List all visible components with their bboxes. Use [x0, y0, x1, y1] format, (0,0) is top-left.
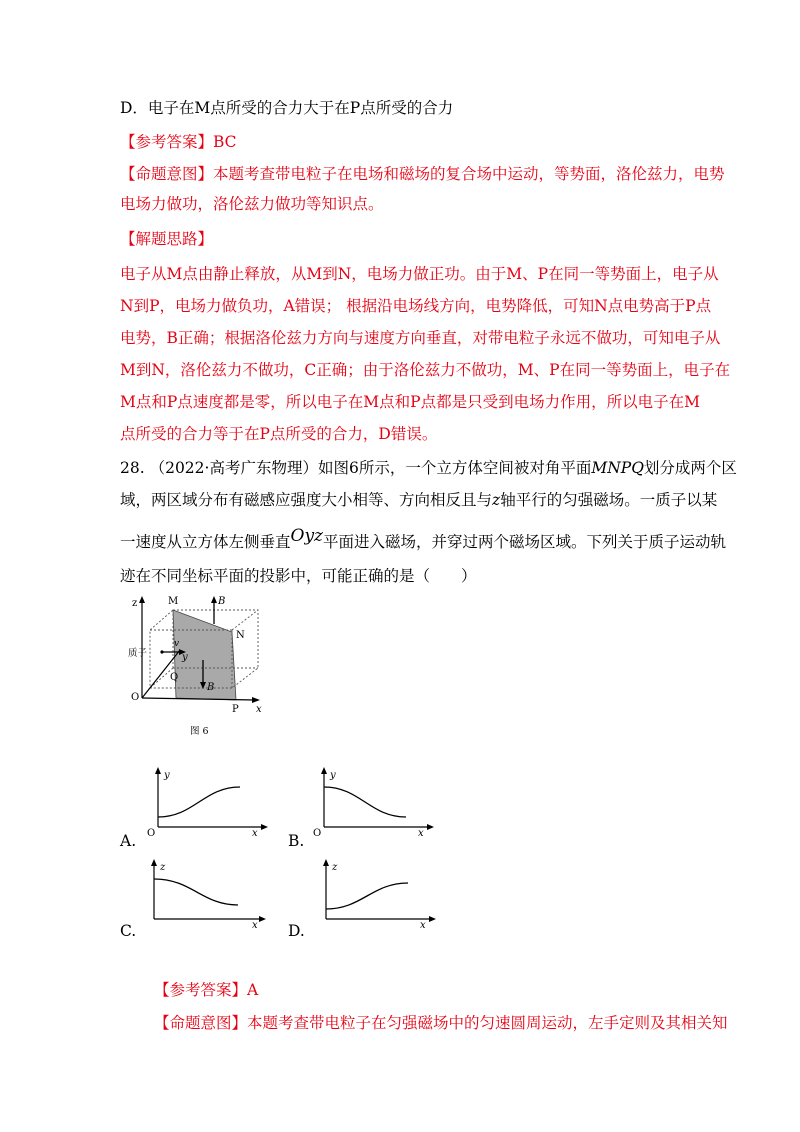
- q28-stem-line-4: 迹在不同坐标平面的投影中，可能正确的是（ ）: [120, 567, 477, 585]
- option-c-x-label: x: [252, 920, 258, 929]
- figure-6-cube-diagram: [128, 588, 278, 740]
- option-a-y-label: y: [164, 770, 170, 781]
- option-b-origin: O: [313, 828, 322, 837]
- q28-answer: 【参考答案】A: [154, 981, 259, 999]
- q27-intent-line-2: 电场力做功，洛伦兹力做功等知识点。: [120, 195, 384, 213]
- q27-thinking-line-2: N到P，电场力做负功，A错误； 根据沿电场线方向，电势降低，可知N点电势高于P点: [120, 297, 712, 315]
- option-b-graph: [310, 765, 438, 837]
- fig6-caption: 图 6: [190, 726, 209, 737]
- option-c-z-label: z: [160, 862, 166, 873]
- option-c-label: C.: [120, 922, 137, 940]
- q28-stem-line-3: 一速度从立方体左侧垂直Oyz平面进入磁场，并穿过两个磁场区域。下列关于质子运动轨: [120, 526, 727, 551]
- option-b-x-label: x: [418, 828, 424, 837]
- option-b-y-label: y: [330, 770, 336, 781]
- option-c-graph: [142, 857, 270, 929]
- option-a-label: A.: [120, 832, 137, 850]
- q28-stem-line-1: 28. （2022·高考广东物理）如图6所示，一个立方体空间被对角平面MNPQ划分成两个区: [120, 459, 737, 477]
- option-b-label: B.: [288, 832, 305, 850]
- fig6-label-Q: Q: [170, 672, 179, 683]
- option-d-x-label: x: [420, 920, 426, 929]
- option-d-label: D.: [288, 922, 305, 940]
- fig6-label-y: y: [182, 652, 188, 663]
- q27-answer: 【参考答案】BC: [120, 133, 237, 151]
- option-a-origin: O: [147, 828, 156, 837]
- fig6-label-x: x: [256, 704, 262, 715]
- fig6-label-B-top: B: [218, 596, 226, 607]
- q27-thinking-line-5: M点和P点速度都是零，所以电子在M点和P点都是只受到电场力作用，所以电子在M: [120, 393, 700, 411]
- q28-stem-line-2: 域，两区域分布有磁感应强度大小相等、方向相反且与z轴平行的匀强磁场。一质子以某: [120, 491, 718, 509]
- fig6-label-B-bottom: B: [207, 682, 215, 693]
- option-a-x-label: x: [252, 828, 258, 837]
- q27-thinking-line-1: 电子从M点由静止释放，从M到N，电场力做正功。由于M、P在同一等势面上，电子从: [120, 265, 719, 283]
- fig6-label-z: z: [132, 598, 138, 609]
- q27-intent-line-1: 【命题意图】本题考查带电粒子在电场和磁场的复合场中运动，等势面，洛伦兹力，电势: [120, 165, 725, 183]
- fig6-label-proton: 质子: [128, 648, 148, 659]
- option-d-text: D．电子在M点所受的合力大于在P点所受的合力: [120, 99, 454, 117]
- option-d-z-label: z: [332, 862, 338, 873]
- q28-intent: 【命题意图】本题考查带电粒子在匀强磁场中的匀速圆周运动，左手定则及其相关知: [154, 1014, 728, 1032]
- fig6-label-M: M: [168, 596, 179, 607]
- fig6-label-P: P: [232, 704, 239, 715]
- q27-thinking-line-4: M到N，洛伦兹力不做功，C正确；由于洛伦兹力不做功，M、P在同一等势面上，电子在: [120, 361, 731, 379]
- option-a-graph: [144, 765, 272, 837]
- fig6-label-N: N: [236, 630, 245, 641]
- fig6-label-O: O: [131, 692, 140, 703]
- option-d-graph: [312, 857, 440, 929]
- q27-thinking-line-6: 点所受的合力等于在P点所受的合力，D错误。: [120, 425, 438, 443]
- fig6-label-v: v: [174, 639, 180, 649]
- q27-thinking-title: 【解题思路】: [120, 230, 214, 248]
- q27-thinking-line-3: 电势，B正确；根据洛伦兹力方向与速度方向垂直，对带电粒子永远不做功，可知电子从: [120, 329, 721, 347]
